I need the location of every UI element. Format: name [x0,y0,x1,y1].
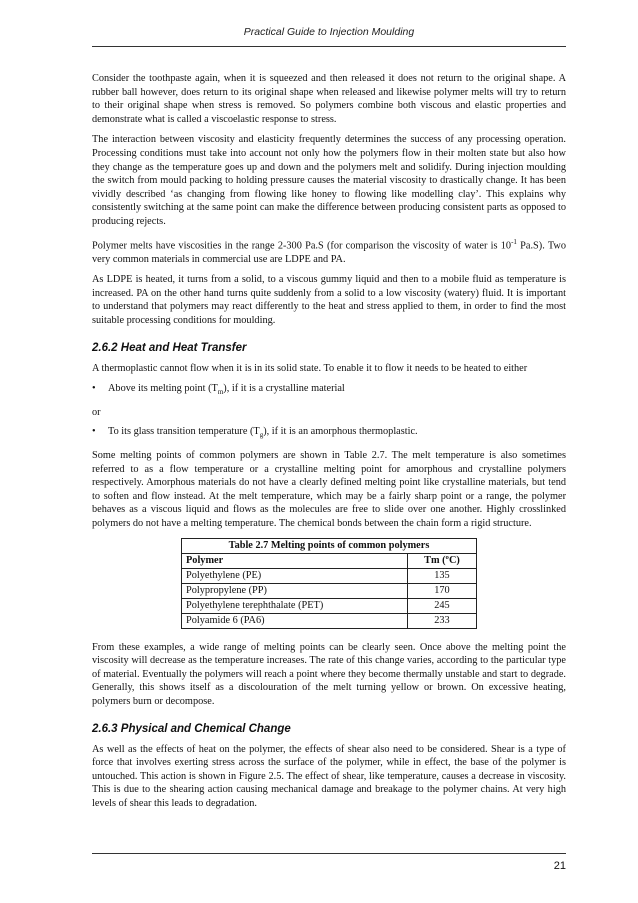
section-heading-heat-transfer: 2.6.2 Heat and Heat Transfer [92,341,247,354]
cell-tm: 135 [407,568,476,583]
melting-points-table [181,538,477,629]
page-number: 21 [553,860,566,872]
table-row [182,568,477,583]
cell-polymer: Polyethylene terephthalate (PET) [182,598,408,613]
section-heading-physical-chemical: 2.6.3 Physical and Chemical Change [92,722,291,735]
cell-tm: 170 [407,583,476,598]
cell-polymer: Polypropylene (PP) [182,583,408,598]
cell-polymer: Polyethylene (PE) [182,568,408,583]
paragraph-viscoelastic: Consider the toothpaste again, when it is squeezed and then released it does not return to the original shape. A rubber ball however, does return to its original shape when released and likewise polymer melts will try to return to their original shape when stress is removed. So polymers combine both viscous and elastic properties and demonstrate what is called a viscoelastic response to stress. [92,73,566,125]
cell-polymer: Polyamide 6 (PA6) [182,613,408,628]
table-caption: Table 2.7 Melting points of common polymers [182,538,477,553]
column-header-polymer: Polymer [182,553,408,568]
table-row [182,598,477,613]
footer-rule [92,853,566,854]
paragraph-viscosity-elasticity: The interaction between viscosity and elasticity frequently determines the success of any processing operation. Processing conditions must take into account not only how the polymers flow in their molten state but also how they change as the temperature goes up and down and the polymers melt and solidify. During injection moulding the switch from mould packing to holding pressure causes the material viscosity to drastically change. It has been vividly described ‘as changing from flowing like honey to flowing like modelling clay’. This explains why consistently switching at the same point can make the difference between producing consistent parts as opposed to producing rejects. [92,134,566,227]
page-body [92,72,566,817]
column-header-tm: Tm (ºC) [407,553,476,568]
bullet-icon: • [92,383,96,395]
paragraph-shear: As well as the effects of heat on the polymer, the effects of shear also need to be considered. Shear is a type of force that involves exerting stress across the surface of the polymer, while in effect, the base of the polymer is untouched. This action is shown in Figure 2.5. The effect of shear, like temperature, causes a decrease in viscosity. This is due to the shearing action causing mechanical damage and breakage to the polymer chains. At very high levels of shear this leads to degradation. [92,743,566,809]
paragraph-melt-viscosities: Polymer melts have viscosities in the range 2-300 Pa.S (for comparison the viscosity of water is $10^{-1}$ Pa.S). Two very common materials in commercial use are LDPE and PA. [92,237,566,265]
paragraph-ldpe-pa: As LDPE is heated, it turns from a solid, to a viscous gummy liquid and then to a mobile fluid as temperature is increased. PA on the other hand turns quite suddenly from a solid to a low viscosity (watery) fluid. It is important to understand that polymers may react differently to the heat and stress applied to them, in order to find the most suitable processing conditions for moulding. [92,274,566,326]
bullet-glass-transition: • To its glass transition temperature $(T_g)$, if it is an amorphous thermoplastic. [92,426,418,440]
header-rule [92,46,566,47]
bullet-icon: • [92,426,96,438]
running-header: Practical Guide to Injection Moulding [243,26,415,38]
table-row [182,583,477,598]
cell-tm: 245 [407,598,476,613]
paragraph-melting-points: Some melting points of common polymers are shown in Table 2.7. The melt temperature is also sometimes referred to as a flow temperature or a crystalline melting point for amorphous and crystalline polymers respectively. Amorphous materials do not have a clearly defined melting point like crystalline materials, but tend to soften and flow instead. At the melt temperature, which may be a fairly sharp point or a range, the polymer behaves as a viscous liquid and flows as the molecules are free to slide over one another. Highly crosslinked polymers do not have a melting temperature. The chemical bonds between the chain form a rigid structure. [92,449,566,529]
cell-tm: 233 [407,613,476,628]
bullet-melting-point: • Above its melting point $(T_m)$, if it is a crystalline material [92,383,345,397]
table-row [182,613,477,628]
or-connector: or [92,406,101,418]
paragraph-thermoplastic-flow: A thermoplastic cannot flow when it is in its solid state. To enable it to flow it needs to be heated to either [92,362,528,374]
paragraph-viscosity-temperature: From these examples, a wide range of melting points can be clearly seen. Once above the melting point the viscosity will decrease as the temperature increases. The rate of this change varies, according to the particular type of material. Eventually the polymers will reach a point where they become thermally unstable and start to degrade. Generally, this shows itself as a discolouration of the melt turning yellow or brown. On excessive heating, polymers burn or decompose. [92,641,566,707]
